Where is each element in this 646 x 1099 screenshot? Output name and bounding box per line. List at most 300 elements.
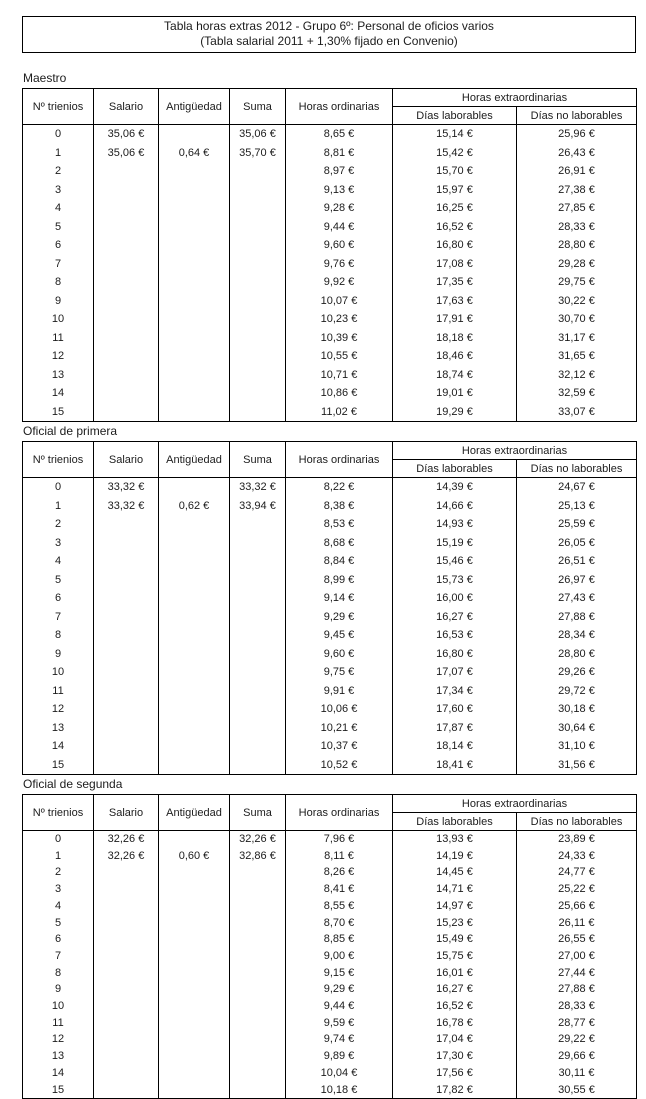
cell-trienios: 2 — [23, 515, 94, 534]
cell-suma — [230, 1031, 286, 1048]
cell-trienios: 2 — [23, 864, 94, 881]
cell-trienios: 15 — [23, 756, 94, 775]
cell-dias-laborables: 15,19 € — [393, 534, 517, 553]
cell-trienios: 14 — [23, 384, 94, 403]
table-row — [23, 384, 637, 403]
table-row — [23, 552, 637, 571]
cell-dias-laborables: 14,19 € — [393, 848, 517, 865]
cell-trienios: 14 — [23, 737, 94, 756]
cell-horas-ordinarias: 10,06 € — [286, 700, 393, 719]
cell-dias-no-laborables: 28,80 € — [517, 645, 637, 664]
col-header-dias-no-laborables: Días no laborables — [517, 813, 637, 831]
cell-suma — [230, 366, 286, 385]
table-row — [23, 125, 637, 144]
col-header-antiguedad: Antigüedad — [159, 442, 230, 478]
cell-antiguedad — [159, 515, 230, 534]
cell-dias-no-laborables: 30,55 € — [517, 1082, 637, 1099]
cell-suma — [230, 700, 286, 719]
cell-antiguedad — [159, 1065, 230, 1082]
cell-suma — [230, 756, 286, 775]
cell-suma — [230, 589, 286, 608]
cell-horas-ordinarias: 8,99 € — [286, 571, 393, 590]
cell-trienios: 9 — [23, 292, 94, 311]
cell-salario — [94, 534, 159, 553]
cell-suma — [230, 626, 286, 645]
cell-salario — [94, 273, 159, 292]
cell-suma — [230, 915, 286, 932]
cell-trienios: 9 — [23, 981, 94, 998]
cell-suma — [230, 384, 286, 403]
cell-trienios: 3 — [23, 881, 94, 898]
cell-dias-laborables: 15,14 € — [393, 125, 517, 144]
cell-trienios: 10 — [23, 998, 94, 1015]
cell-salario: 32,26 € — [94, 831, 159, 848]
cell-dias-laborables: 15,42 € — [393, 144, 517, 163]
cell-dias-laborables: 15,49 € — [393, 931, 517, 948]
cell-horas-ordinarias: 8,26 € — [286, 864, 393, 881]
table-row — [23, 931, 637, 948]
cell-dias-no-laborables: 25,22 € — [517, 881, 637, 898]
cell-salario — [94, 515, 159, 534]
cell-suma — [230, 552, 286, 571]
cell-trienios: 7 — [23, 608, 94, 627]
cell-suma — [230, 645, 286, 664]
cell-horas-ordinarias: 9,60 € — [286, 645, 393, 664]
cell-antiguedad: 0,64 € — [159, 144, 230, 163]
table-row — [23, 534, 637, 553]
cell-dias-no-laborables: 26,51 € — [517, 552, 637, 571]
cell-antiguedad — [159, 125, 230, 144]
cell-salario — [94, 571, 159, 590]
table-row — [23, 645, 637, 664]
table-oficial-primera — [22, 441, 637, 775]
cell-salario — [94, 1031, 159, 1048]
cell-salario — [94, 626, 159, 645]
cell-dias-no-laborables: 24,77 € — [517, 864, 637, 881]
table-row — [23, 700, 637, 719]
cell-suma: 35,06 € — [230, 125, 286, 144]
cell-suma: 32,26 € — [230, 831, 286, 848]
cell-dias-laborables: 14,45 € — [393, 864, 517, 881]
cell-salario — [94, 719, 159, 738]
cell-trienios: 11 — [23, 1015, 94, 1032]
table-body — [23, 478, 637, 775]
document-subtitle: (Tabla salarial 2011 + 1,30% fijado en Convenio) — [200, 34, 458, 48]
table-row — [23, 1065, 637, 1082]
cell-suma — [230, 329, 286, 348]
cell-dias-laborables: 17,60 € — [393, 700, 517, 719]
table-row — [23, 199, 637, 218]
cell-antiguedad — [159, 881, 230, 898]
table-row — [23, 144, 637, 163]
table-row — [23, 181, 637, 200]
cell-dias-no-laborables: 23,89 € — [517, 831, 637, 848]
table-row — [23, 255, 637, 274]
cell-salario — [94, 403, 159, 422]
cell-antiguedad — [159, 626, 230, 645]
cell-dias-laborables: 19,29 € — [393, 403, 517, 422]
col-header-trienios: Nº trienios — [23, 442, 94, 478]
cell-trienios: 6 — [23, 589, 94, 608]
cell-dias-laborables: 17,87 € — [393, 719, 517, 738]
cell-dias-laborables: 15,23 € — [393, 915, 517, 932]
col-header-trienios: Nº trienios — [23, 795, 94, 831]
cell-dias-laborables: 17,91 € — [393, 310, 517, 329]
cell-salario — [94, 162, 159, 181]
cell-horas-ordinarias: 9,76 € — [286, 255, 393, 274]
cell-salario — [94, 931, 159, 948]
cell-dias-no-laborables: 24,33 € — [517, 848, 637, 865]
cell-dias-laborables: 16,27 € — [393, 608, 517, 627]
col-header-dias-laborables: Días laborables — [393, 460, 517, 478]
cell-antiguedad — [159, 931, 230, 948]
cell-antiguedad — [159, 218, 230, 237]
table-row — [23, 737, 637, 756]
cell-dias-no-laborables: 24,67 € — [517, 478, 637, 497]
cell-suma — [230, 403, 286, 422]
cell-antiguedad — [159, 756, 230, 775]
cell-dias-laborables: 14,66 € — [393, 497, 517, 516]
cell-dias-no-laborables: 27,88 € — [517, 608, 637, 627]
cell-trienios: 12 — [23, 347, 94, 366]
cell-dias-no-laborables: 26,11 € — [517, 915, 637, 932]
col-header-suma: Suma — [230, 795, 286, 831]
cell-antiguedad — [159, 1082, 230, 1099]
cell-trienios: 12 — [23, 1031, 94, 1048]
cell-trienios: 8 — [23, 965, 94, 982]
cell-suma: 35,70 € — [230, 144, 286, 163]
cell-dias-laborables: 16,78 € — [393, 1015, 517, 1032]
cell-dias-no-laborables: 26,97 € — [517, 571, 637, 590]
table-row — [23, 682, 637, 701]
cell-salario — [94, 552, 159, 571]
cell-salario — [94, 663, 159, 682]
cell-trienios: 5 — [23, 218, 94, 237]
cell-antiguedad — [159, 737, 230, 756]
table-row — [23, 981, 637, 998]
cell-salario — [94, 998, 159, 1015]
cell-horas-ordinarias: 9,29 € — [286, 608, 393, 627]
cell-antiguedad — [159, 1015, 230, 1032]
table-row — [23, 719, 637, 738]
cell-suma — [230, 255, 286, 274]
cell-horas-ordinarias: 9,45 € — [286, 626, 393, 645]
cell-dias-no-laborables: 30,70 € — [517, 310, 637, 329]
cell-dias-laborables: 18,14 € — [393, 737, 517, 756]
cell-horas-ordinarias: 9,60 € — [286, 236, 393, 255]
cell-dias-no-laborables: 29,26 € — [517, 663, 637, 682]
cell-suma — [230, 199, 286, 218]
cell-horas-ordinarias: 10,07 € — [286, 292, 393, 311]
cell-horas-ordinarias: 8,81 € — [286, 144, 393, 163]
cell-horas-ordinarias: 9,00 € — [286, 948, 393, 965]
cell-dias-laborables: 17,82 € — [393, 1082, 517, 1099]
cell-trienios: 6 — [23, 236, 94, 255]
cell-horas-ordinarias: 8,41 € — [286, 881, 393, 898]
cell-suma — [230, 998, 286, 1015]
cell-dias-no-laborables: 26,55 € — [517, 931, 637, 948]
cell-dias-laborables: 16,80 € — [393, 236, 517, 255]
cell-horas-ordinarias: 10,52 € — [286, 756, 393, 775]
cell-suma: 33,32 € — [230, 478, 286, 497]
cell-suma — [230, 864, 286, 881]
cell-salario — [94, 1082, 159, 1099]
cell-antiguedad — [159, 236, 230, 255]
cell-suma — [230, 1015, 286, 1032]
cell-suma — [230, 881, 286, 898]
cell-dias-no-laborables: 30,64 € — [517, 719, 637, 738]
col-header-horas-extraordinarias: Horas extraordinarias — [393, 795, 637, 813]
cell-horas-ordinarias: 10,39 € — [286, 329, 393, 348]
cell-trienios: 3 — [23, 181, 94, 200]
cell-horas-ordinarias: 11,02 € — [286, 403, 393, 422]
cell-horas-ordinarias: 7,96 € — [286, 831, 393, 848]
cell-dias-no-laborables: 28,80 € — [517, 236, 637, 255]
cell-salario: 35,06 € — [94, 144, 159, 163]
cell-suma — [230, 898, 286, 915]
cell-salario — [94, 737, 159, 756]
cell-salario — [94, 347, 159, 366]
cell-trienios: 5 — [23, 571, 94, 590]
cell-horas-ordinarias: 10,71 € — [286, 366, 393, 385]
cell-dias-no-laborables: 30,18 € — [517, 700, 637, 719]
cell-horas-ordinarias: 10,04 € — [286, 1065, 393, 1082]
cell-horas-ordinarias: 9,28 € — [286, 199, 393, 218]
cell-horas-ordinarias: 8,65 € — [286, 125, 393, 144]
cell-horas-ordinarias: 8,55 € — [286, 898, 393, 915]
cell-salario — [94, 181, 159, 200]
cell-trienios: 1 — [23, 848, 94, 865]
cell-horas-ordinarias: 9,59 € — [286, 1015, 393, 1032]
cell-suma — [230, 571, 286, 590]
cell-suma — [230, 218, 286, 237]
cell-trienios: 8 — [23, 626, 94, 645]
cell-horas-ordinarias: 8,85 € — [286, 931, 393, 948]
cell-suma — [230, 1082, 286, 1099]
cell-dias-laborables: 15,46 € — [393, 552, 517, 571]
cell-dias-laborables: 16,00 € — [393, 589, 517, 608]
cell-horas-ordinarias: 9,74 € — [286, 1031, 393, 1048]
cell-dias-no-laborables: 25,59 € — [517, 515, 637, 534]
cell-dias-no-laborables: 31,56 € — [517, 756, 637, 775]
cell-antiguedad — [159, 347, 230, 366]
col-header-dias-no-laborables: Días no laborables — [517, 460, 637, 478]
cell-horas-ordinarias: 8,97 € — [286, 162, 393, 181]
cell-salario — [94, 756, 159, 775]
cell-antiguedad: 0,60 € — [159, 848, 230, 865]
table-body — [23, 831, 637, 1099]
col-header-trienios: Nº trienios — [23, 89, 94, 125]
cell-horas-ordinarias: 8,53 € — [286, 515, 393, 534]
cell-horas-ordinarias: 9,14 € — [286, 589, 393, 608]
cell-trienios: 8 — [23, 273, 94, 292]
cell-suma — [230, 981, 286, 998]
cell-horas-ordinarias: 9,75 € — [286, 663, 393, 682]
cell-horas-ordinarias: 8,70 € — [286, 915, 393, 932]
cell-suma: 32,86 € — [230, 848, 286, 865]
cell-antiguedad — [159, 310, 230, 329]
cell-horas-ordinarias: 9,44 € — [286, 998, 393, 1015]
cell-dias-laborables: 17,08 € — [393, 255, 517, 274]
cell-suma — [230, 534, 286, 553]
cell-dias-no-laborables: 28,34 € — [517, 626, 637, 645]
cell-suma — [230, 682, 286, 701]
table-row — [23, 347, 637, 366]
cell-dias-no-laborables: 27,00 € — [517, 948, 637, 965]
cell-antiguedad — [159, 534, 230, 553]
cell-horas-ordinarias: 10,18 € — [286, 1082, 393, 1099]
table-header — [23, 795, 637, 831]
cell-horas-ordinarias: 9,13 € — [286, 181, 393, 200]
cell-suma — [230, 965, 286, 982]
cell-dias-no-laborables: 25,66 € — [517, 898, 637, 915]
table-row — [23, 831, 637, 848]
cell-suma — [230, 931, 286, 948]
cell-dias-laborables: 18,74 € — [393, 366, 517, 385]
cell-suma — [230, 181, 286, 200]
cell-dias-laborables: 16,53 € — [393, 626, 517, 645]
cell-dias-no-laborables: 30,22 € — [517, 292, 637, 311]
cell-horas-ordinarias: 8,11 € — [286, 848, 393, 865]
cell-trienios: 4 — [23, 898, 94, 915]
cell-salario: 32,26 € — [94, 848, 159, 865]
cell-suma — [230, 737, 286, 756]
col-header-horas-ordinarias: Horas ordinarias — [286, 795, 393, 831]
col-header-antiguedad: Antigüedad — [159, 89, 230, 125]
table-row — [23, 589, 637, 608]
cell-dias-no-laborables: 30,11 € — [517, 1065, 637, 1082]
cell-antiguedad — [159, 292, 230, 311]
cell-trienios: 10 — [23, 310, 94, 329]
cell-dias-laborables: 17,34 € — [393, 682, 517, 701]
cell-salario — [94, 898, 159, 915]
cell-antiguedad — [159, 1048, 230, 1065]
cell-dias-no-laborables: 31,10 € — [517, 737, 637, 756]
cell-salario — [94, 292, 159, 311]
cell-dias-no-laborables: 26,43 € — [517, 144, 637, 163]
cell-antiguedad — [159, 403, 230, 422]
cell-horas-ordinarias: 9,91 € — [286, 682, 393, 701]
cell-horas-ordinarias: 10,21 € — [286, 719, 393, 738]
table-oficial-segunda — [22, 794, 637, 1099]
col-header-salario: Salario — [94, 795, 159, 831]
cell-dias-no-laborables: 29,22 € — [517, 1031, 637, 1048]
cell-salario — [94, 608, 159, 627]
table-maestro — [22, 88, 637, 422]
cell-trienios: 11 — [23, 682, 94, 701]
cell-antiguedad — [159, 981, 230, 998]
cell-salario — [94, 1048, 159, 1065]
cell-trienios: 10 — [23, 663, 94, 682]
cell-dias-laborables: 14,71 € — [393, 881, 517, 898]
cell-trienios: 7 — [23, 255, 94, 274]
cell-salario — [94, 589, 159, 608]
cell-dias-no-laborables: 29,66 € — [517, 1048, 637, 1065]
cell-dias-laborables: 16,27 € — [393, 981, 517, 998]
cell-antiguedad — [159, 965, 230, 982]
cell-dias-laborables: 15,75 € — [393, 948, 517, 965]
section-label-oficial-segunda: Oficial de segunda — [23, 777, 123, 791]
cell-salario — [94, 981, 159, 998]
cell-dias-no-laborables: 27,85 € — [517, 199, 637, 218]
cell-horas-ordinarias: 10,55 € — [286, 347, 393, 366]
col-header-suma: Suma — [230, 89, 286, 125]
cell-trienios: 13 — [23, 1048, 94, 1065]
cell-antiguedad — [159, 255, 230, 274]
table-row — [23, 881, 637, 898]
table-body — [23, 125, 637, 422]
cell-suma — [230, 608, 286, 627]
col-header-horas-extraordinarias: Horas extraordinarias — [393, 89, 637, 107]
cell-horas-ordinarias: 10,23 € — [286, 310, 393, 329]
cell-dias-laborables: 17,63 € — [393, 292, 517, 311]
cell-dias-no-laborables: 27,38 € — [517, 181, 637, 200]
table-row — [23, 1015, 637, 1032]
cell-dias-no-laborables: 26,91 € — [517, 162, 637, 181]
cell-horas-ordinarias: 9,29 € — [286, 981, 393, 998]
table-row — [23, 998, 637, 1015]
cell-salario — [94, 700, 159, 719]
table-row — [23, 1048, 637, 1065]
cell-dias-no-laborables: 28,33 € — [517, 998, 637, 1015]
cell-trienios: 1 — [23, 497, 94, 516]
cell-dias-laborables: 15,97 € — [393, 181, 517, 200]
cell-salario — [94, 864, 159, 881]
cell-antiguedad — [159, 682, 230, 701]
table-row — [23, 366, 637, 385]
cell-salario — [94, 384, 159, 403]
section-label-oficial-primera: Oficial de primera — [23, 424, 118, 438]
cell-dias-laborables: 16,80 € — [393, 645, 517, 664]
cell-dias-no-laborables: 28,33 € — [517, 218, 637, 237]
table-row — [23, 273, 637, 292]
cell-trienios: 11 — [23, 329, 94, 348]
col-header-salario: Salario — [94, 89, 159, 125]
table-row — [23, 898, 637, 915]
table-row — [23, 663, 637, 682]
cell-dias-laborables: 18,41 € — [393, 756, 517, 775]
table-row — [23, 848, 637, 865]
cell-horas-ordinarias: 8,84 € — [286, 552, 393, 571]
cell-dias-no-laborables: 31,65 € — [517, 347, 637, 366]
cell-antiguedad — [159, 329, 230, 348]
cell-dias-no-laborables: 27,44 € — [517, 965, 637, 982]
cell-suma — [230, 1065, 286, 1082]
cell-suma: 33,94 € — [230, 497, 286, 516]
cell-salario — [94, 1065, 159, 1082]
cell-dias-laborables: 13,93 € — [393, 831, 517, 848]
col-header-salario: Salario — [94, 442, 159, 478]
cell-horas-ordinarias: 9,92 € — [286, 273, 393, 292]
cell-suma — [230, 1048, 286, 1065]
cell-suma — [230, 273, 286, 292]
cell-antiguedad — [159, 273, 230, 292]
cell-dias-no-laborables: 33,07 € — [517, 403, 637, 422]
cell-dias-laborables: 14,39 € — [393, 478, 517, 497]
cell-antiguedad — [159, 366, 230, 385]
cell-salario — [94, 236, 159, 255]
cell-antiguedad: 0,62 € — [159, 497, 230, 516]
section-label-maestro: Maestro — [23, 71, 67, 85]
cell-antiguedad — [159, 608, 230, 627]
cell-horas-ordinarias: 9,15 € — [286, 965, 393, 982]
cell-dias-laborables: 16,52 € — [393, 998, 517, 1015]
cell-suma — [230, 347, 286, 366]
cell-antiguedad — [159, 831, 230, 848]
cell-salario: 33,32 € — [94, 497, 159, 516]
col-header-dias-laborables: Días laborables — [393, 107, 517, 125]
cell-suma — [230, 515, 286, 534]
